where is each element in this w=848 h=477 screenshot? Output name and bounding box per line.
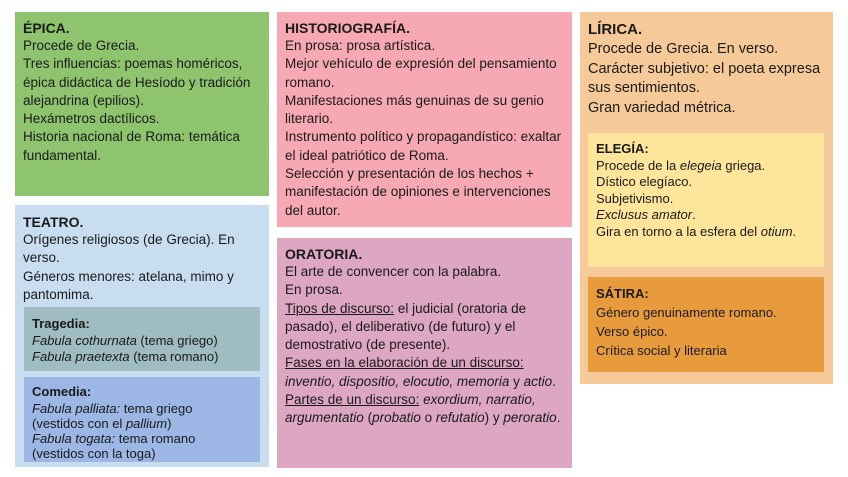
- satira-line: Crítica social y literaria: [596, 342, 727, 358]
- historiografia-line: En prosa: prosa artística.: [285, 38, 436, 53]
- historiografia-title: HISTORIOGRAFÍA.: [285, 20, 410, 36]
- comedia-title: Comedia:: [32, 384, 92, 399]
- elegia-line: Gira en torno a la esfera del otium.: [596, 223, 797, 239]
- historiografia-line: Manifestaciones más genuinas de su genio literario.: [285, 92, 544, 127]
- epica-title: ÉPICA.: [23, 20, 70, 36]
- epica-line: Tres influencias: poemas homéricos, épica didáctica de Hesíodo y tradición alejandrina (epilios).: [23, 56, 251, 108]
- teatro-line: Géneros menores: atelana, mimo y pantomima.: [23, 268, 234, 302]
- lirica-line: Procede de Grecia. En verso.: [588, 41, 779, 57]
- oratoria-partes: Partes de un discurso: exordium, narratio, argumentatio (probatio o refutatio) y peroratio.: [285, 392, 561, 426]
- lirica-line: Carácter subjetivo: el poeta expresa sus sentimientos.: [588, 60, 821, 96]
- oratoria-line: En prosa.: [285, 282, 343, 298]
- oratoria-title: ORATORIA.: [285, 246, 363, 262]
- epica-box: [15, 12, 269, 196]
- satira-line: Género genuinamente romano.: [596, 304, 777, 320]
- tragedia-line: Fabula praetexta (tema romano): [32, 349, 219, 364]
- oratoria-line: El arte de convencer con la palabra.: [285, 264, 502, 279]
- oratoria-box: [277, 238, 572, 468]
- historiografia-line: Selección y presentación de los hechos + manifestación de opiniones e intervenciones del autor.: [285, 166, 551, 218]
- epica-line: Hexámetros dactílicos.: [23, 111, 160, 127]
- elegia-line: Procede de la elegeia griega.: [596, 157, 766, 173]
- lirica-line: Gran variedad métrica.: [588, 99, 736, 116]
- satira-title: SÁTIRA:: [596, 286, 649, 301]
- epica-line: Procede de Grecia.: [23, 38, 140, 53]
- oratoria-tipos: Tipos de discurso: el judicial (oratoria de pasado), el deliberativo (de futuro) y el demostrativo (de presente).: [285, 300, 527, 353]
- elegia-box: [588, 133, 824, 267]
- elegia-title: ELEGÍA:: [596, 141, 649, 156]
- oratoria-fases: Fases en la elaboración de un discurso: inventio, dispositio, elocutio, memoria y actio.: [285, 355, 556, 389]
- teatro-line: Orígenes religiosos (de Grecia). En verso.: [23, 232, 235, 266]
- tragedia-title: Tragedia:: [32, 316, 90, 331]
- epica-line: Historia nacional de Roma: temática fundamental.: [23, 129, 240, 163]
- historiografia-line: Instrumento político y propagandístico: exaltar el ideal patriótico de Roma.: [285, 129, 562, 163]
- satira-line: Verso épico.: [596, 323, 668, 339]
- comedia-line: (vestidos con el pallium): [32, 415, 172, 431]
- comedia-line: Fabula palliata: tema griego: [32, 400, 193, 416]
- elegia-line: Subjetivismo.: [596, 190, 674, 206]
- comedia-line: (vestidos con la toga): [32, 445, 156, 461]
- elegia-line: Dístico elegíaco.: [596, 174, 693, 189]
- satira-box: [588, 277, 824, 372]
- historiografia-line: Mejor vehículo de expresión del pensamiento romano.: [285, 56, 557, 90]
- comedia-box: [24, 377, 260, 462]
- lirica-title: LÍRICA.: [588, 21, 643, 38]
- elegia-line: Exclusus amator.: [596, 207, 696, 222]
- historiografia-box: [277, 12, 572, 227]
- tragedia-box: [24, 307, 260, 371]
- teatro-title: TEATRO.: [23, 214, 84, 230]
- tragedia-line: Fabula cothurnata (tema griego): [32, 332, 218, 348]
- comedia-line: Fabula togata: tema romano: [32, 430, 196, 446]
